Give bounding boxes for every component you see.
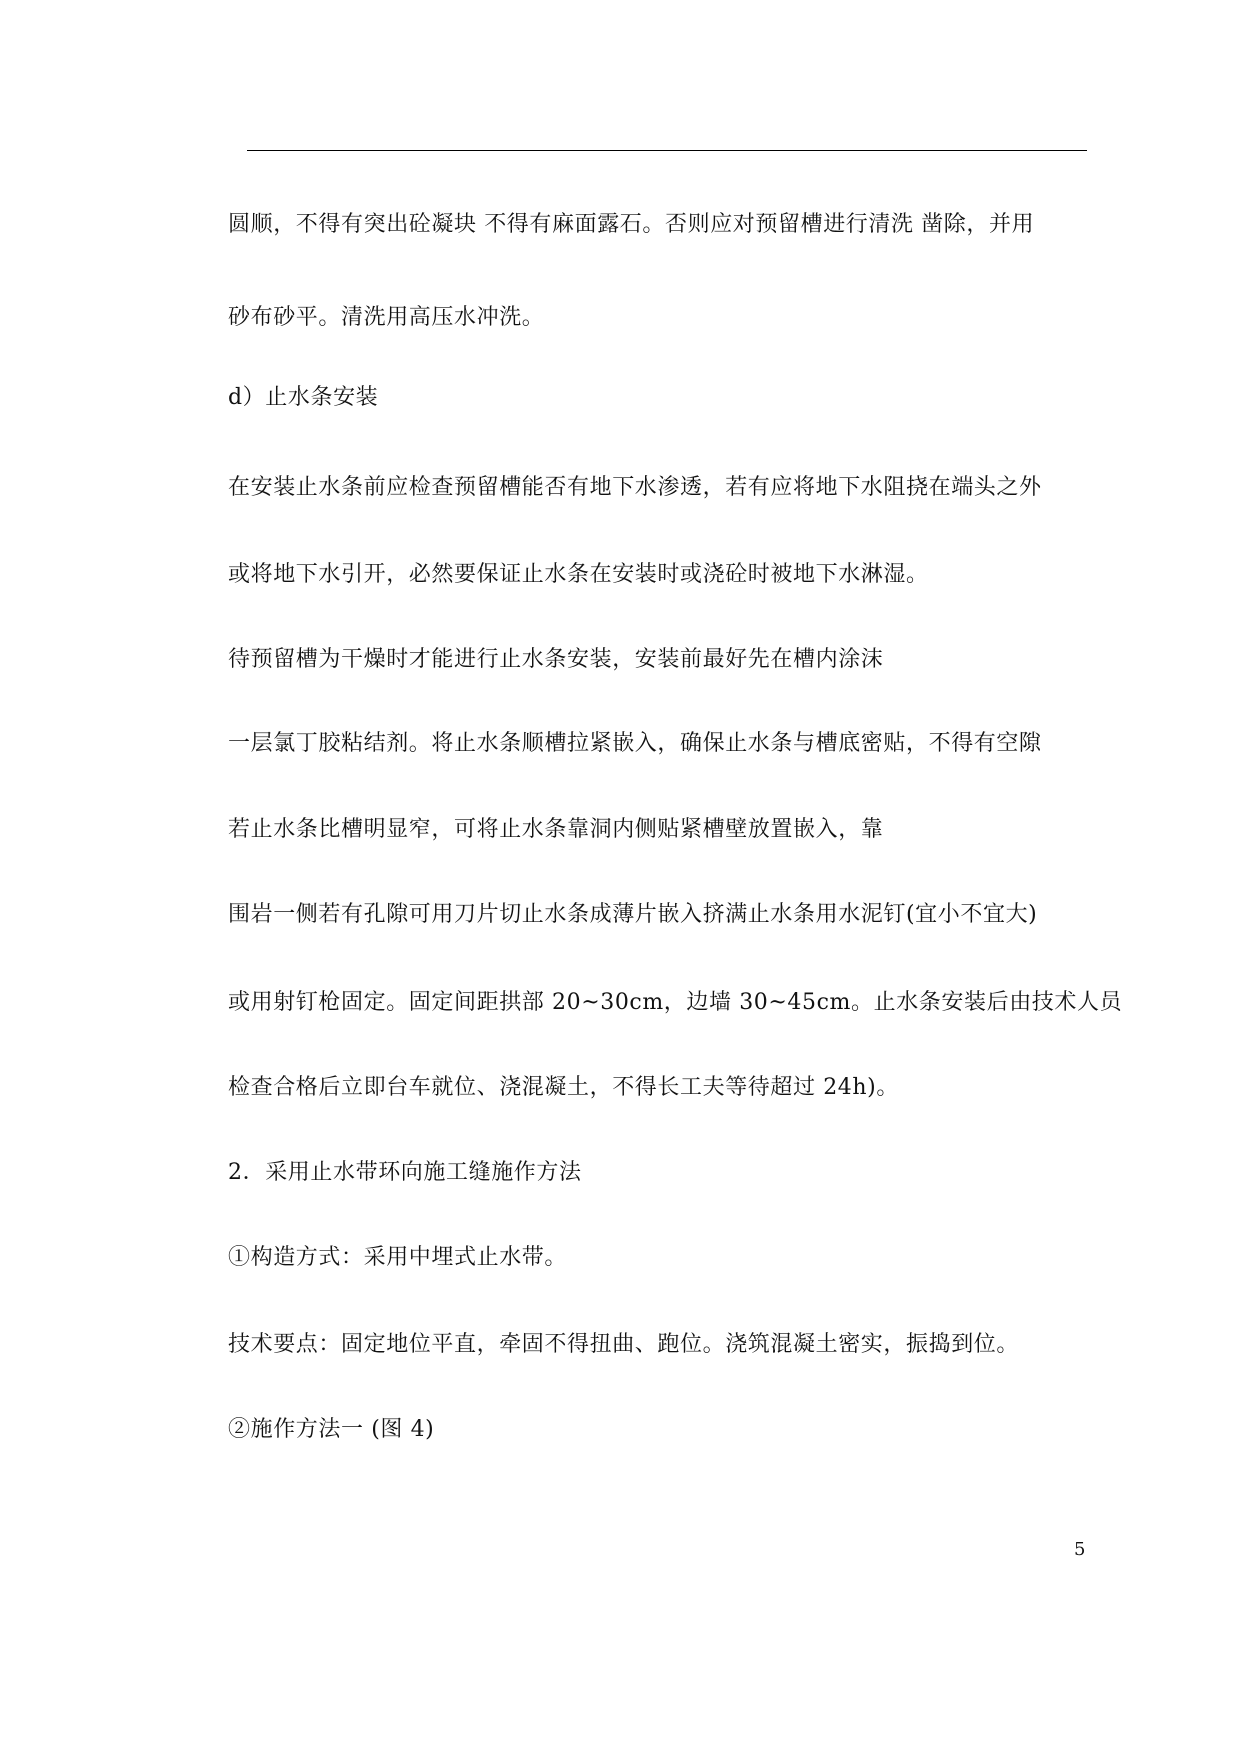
text-line: 在安装止水条前应检查预留槽能否有地下水渗透，若有应将地下水阻挠在端头之外	[228, 475, 1042, 500]
text-line: 或用射钉枪固定。固定间距拱部 20~30cm，边墙 30~45cm。止水条安装后由技术人员	[228, 990, 1123, 1015]
text-line: ②施作方法一 (图 4)	[228, 1417, 435, 1442]
text-line: 或将地下水引开，必然要保证止水条在安装时或浇砼时被地下水淋湿。	[228, 562, 929, 587]
section-heading: d）止水条安装	[228, 385, 379, 410]
text-line: 围岩一侧若有孔隙可用刀片切止水条成薄片嵌入挤满止水条用水泥钉(宜小不宜大)	[228, 902, 1038, 927]
section-heading: 2．采用止水带环向施工缝施作方法	[228, 1160, 582, 1185]
text-line: 若止水条比槽明显窄，可将止水条靠洞内侧贴紧槽壁放置嵌入，靠	[228, 817, 884, 842]
header-rule	[247, 150, 1087, 151]
text-line: 圆顺，不得有突出砼凝块 不得有麻面露石。否则应对预留槽进行清洗 凿除，并用	[228, 212, 1035, 237]
text-line: 一层氯丁胶粘结剂。将止水条顺槽拉紧嵌入，确保止水条与槽底密贴，不得有空隙	[228, 731, 1042, 756]
text-line: ①构造方式：采用中埋式止水带。	[228, 1245, 568, 1270]
page-number: 5	[1074, 1539, 1086, 1560]
text-line: 待预留槽为干燥时才能进行止水条安装，安装前最好先在槽内涂沫	[228, 647, 884, 672]
text-line: 技术要点：固定地位平直，牵固不得扭曲、跑位。浇筑混凝土密实，振捣到位。	[228, 1332, 1020, 1357]
text-line: 砂布砂平。清洗用高压水冲洗。	[228, 305, 545, 330]
text-line: 检查合格后立即台车就位、浇混凝土，不得长工夫等待超过 24h)。	[228, 1075, 899, 1100]
